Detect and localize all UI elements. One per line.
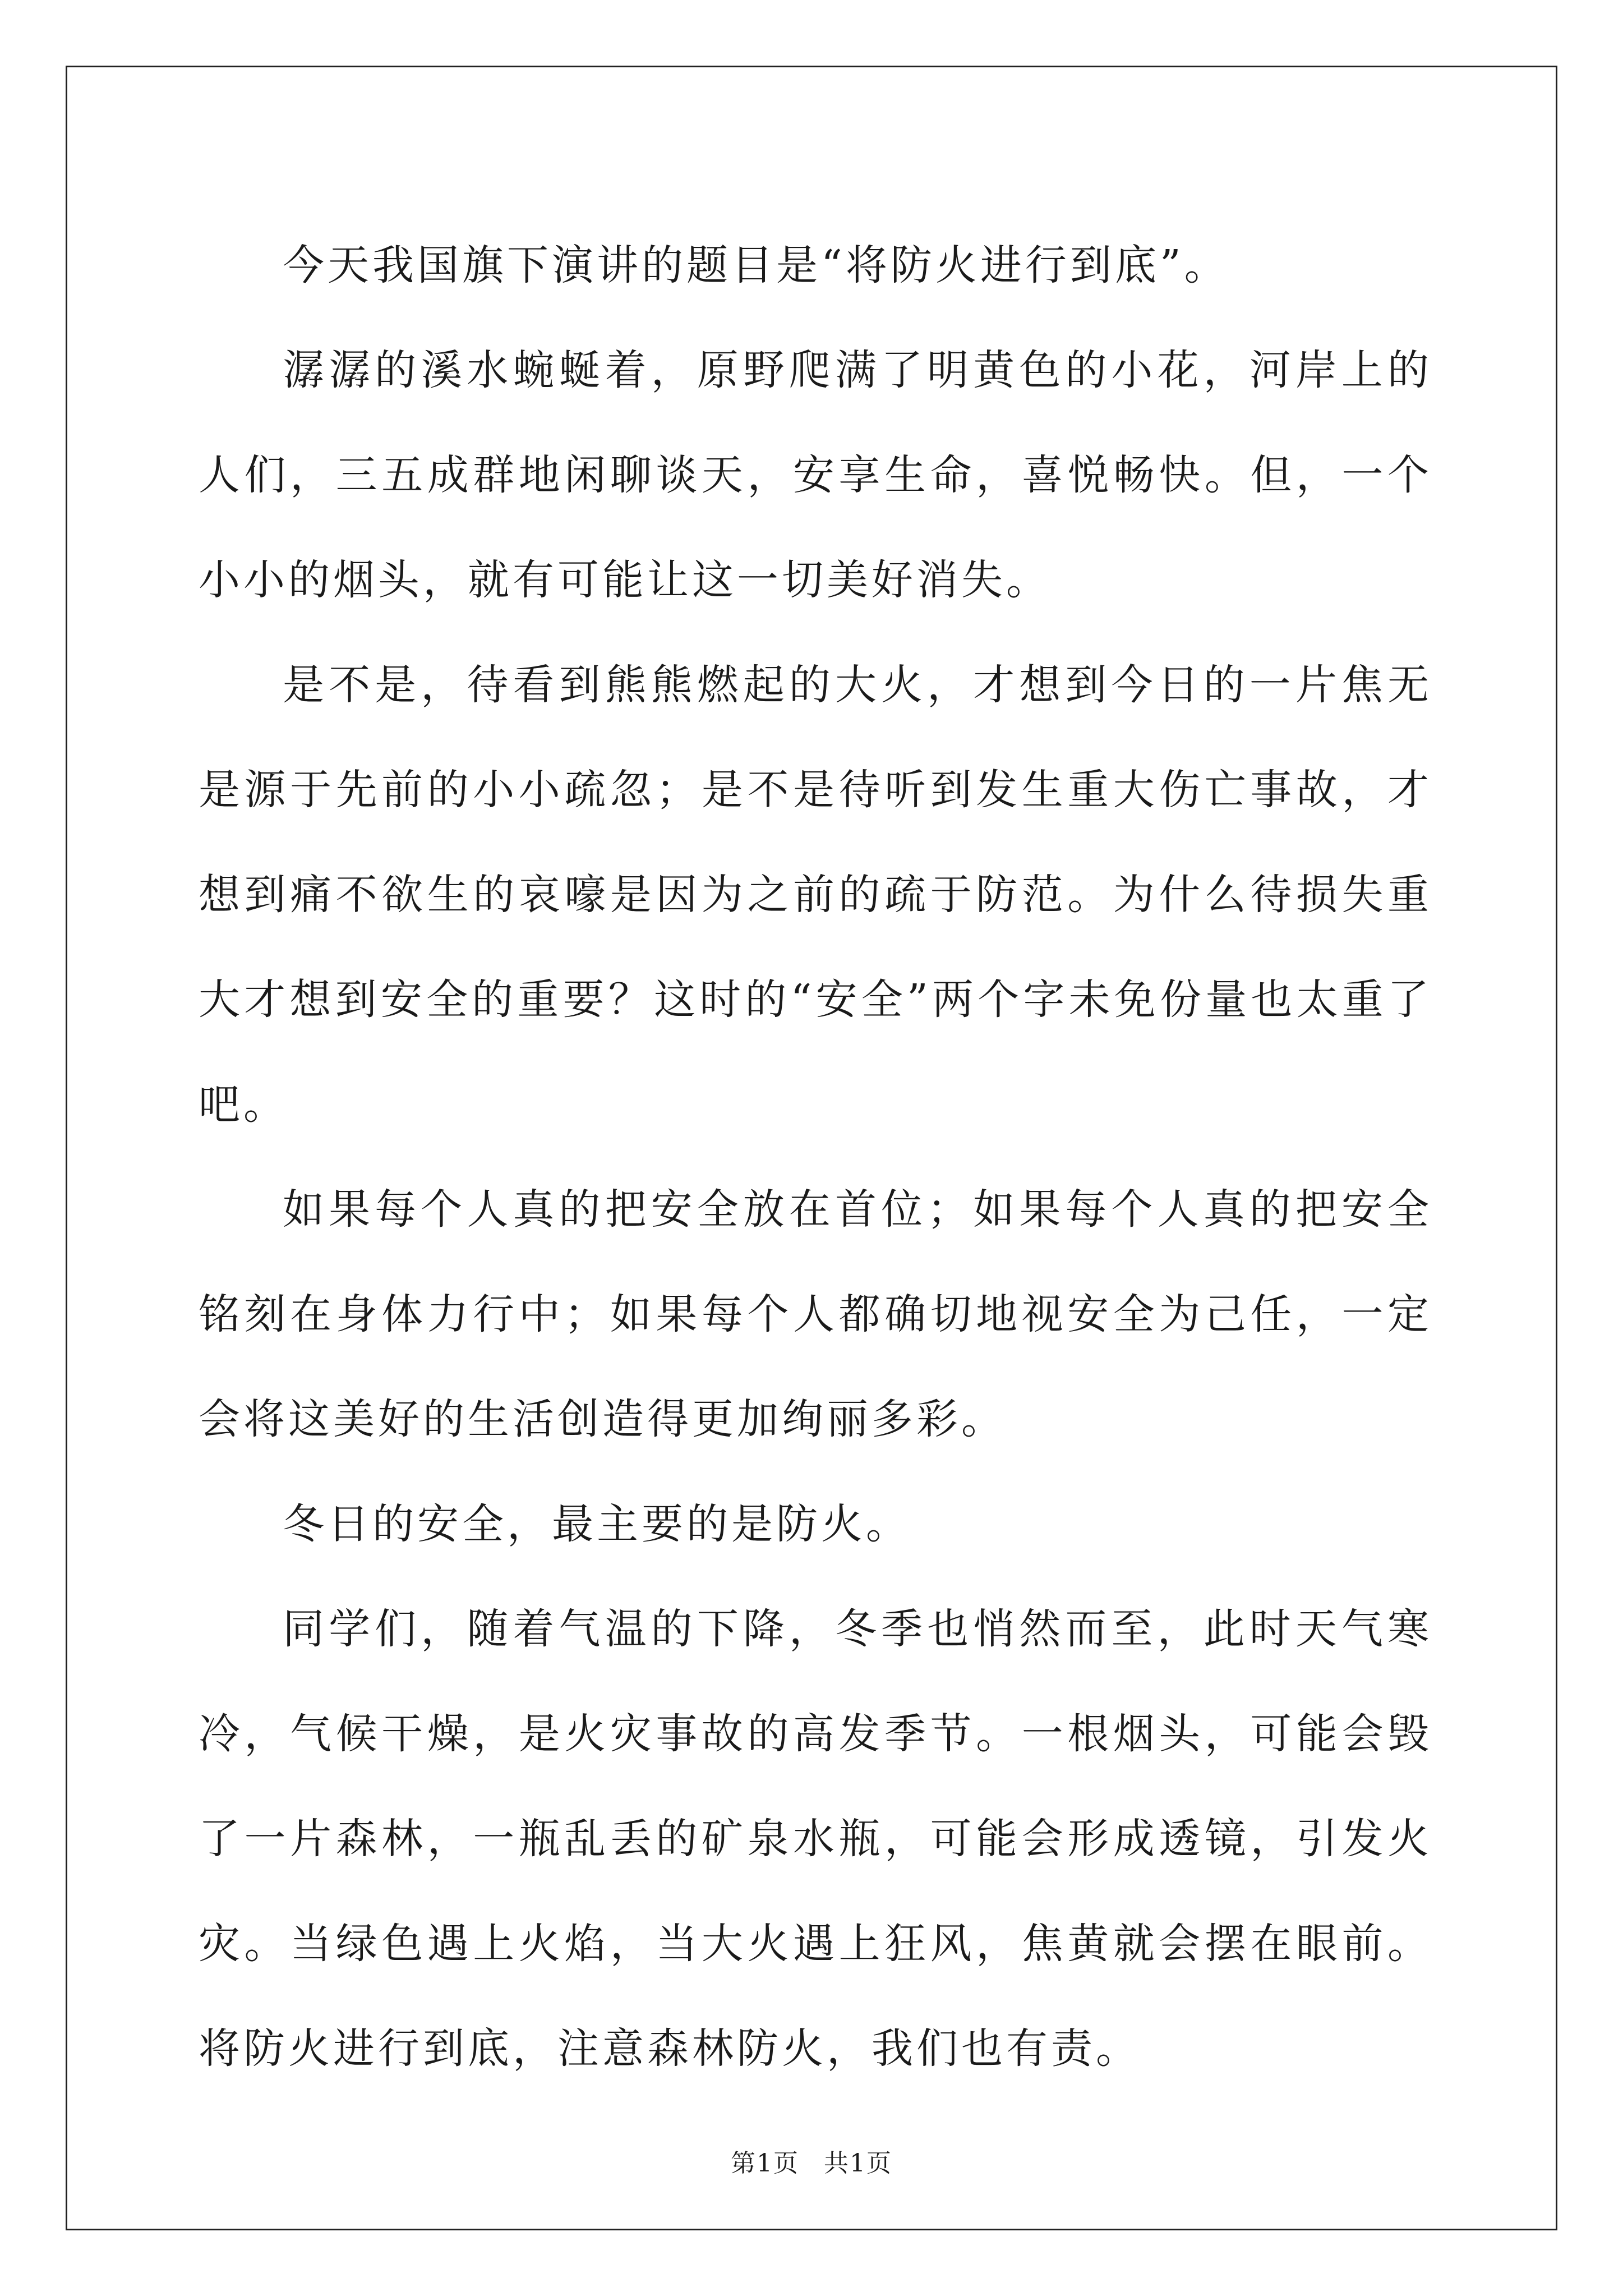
paragraph-4: 如果每个人真的把安全放在首位；如果每个人真的把安全铭刻在身体力行中；如果每个人都确切地视安全为己任，一定会将这美好的生活创造得更加绚丽多彩。 [199,1185,1432,1443]
paragraph-1: 今天我国旗下演讲的题目是“将防火进行到底”。 [283,241,1229,289]
page-footer [0,2143,1623,2179]
paragraph-5: 冬日的安全，最主要的是防火。 [283,1500,911,1548]
page-total: 共1页 [824,2149,892,2178]
page-number: 第1页 [731,2149,799,2178]
paragraph-2: 潺潺的溪水蜿蜒着，原野爬满了明黄色的小花，河岸上的人们，三五成群地闲聊谈天，安享生命，喜悦畅快。但，一个小小的烟头，就有可能让这一切美好消失。 [199,346,1432,604]
paragraph-3: 是不是，待看到熊熊燃起的大火，才想到今日的一片焦无是源于先前的小小疏忽；是不是待听到发生重大伤亡事故，才想到痛不欲生的哀嚎是因为之前的疏于防范。为什么待损失重大才想到安全的重要？这时的“安全”两个字未免份量也太重了吧。 [199,661,1432,1129]
document-body [199,213,1432,2101]
paragraph-6: 同学们，随着气温的下降，冬季也悄然而至，此时天气寒冷，气候干燥，是火灾事故的高发季节。一根烟头，可能会毁了一片森林，一瓶乱丢的矿泉水瓶，可能会形成透镜，引发火灾。当绿色遇上火焰，当大火遇上狂风，焦黄就会摆在眼前。将防火进行到底，注意森林防火，我们也有责。 [199,1605,1432,2073]
